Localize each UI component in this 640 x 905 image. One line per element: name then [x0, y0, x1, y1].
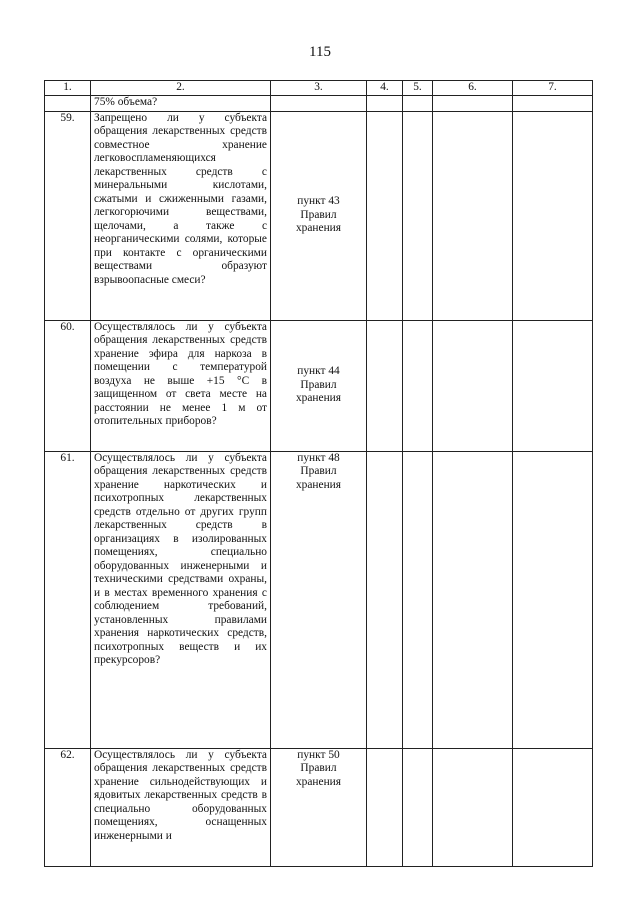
question-text: Осуществлялось ли у субъекта обращения лекарственных средств хранение сильнодействующих и ядовитых лекарственных средств в специально оборудованных помещениях, оснащенных инженерными и — [91, 748, 271, 866]
row-number: 62. — [45, 748, 91, 866]
reference-line: Правил — [300, 762, 337, 774]
checklist-table — [44, 80, 593, 867]
reference-cell — [271, 320, 367, 451]
column-header: 6. — [433, 81, 513, 96]
reference-cell — [271, 748, 367, 866]
table-row — [45, 95, 593, 111]
column-header: 1. — [45, 81, 91, 96]
reference-line: хранения — [295, 222, 342, 235]
row-number: 59. — [45, 111, 91, 320]
question-text: Осуществлялось ли у субъекта обращения лекарственных средств хранение наркотических и психотропных лекарственных средств отдельно от других групп лекарственных средств в организациях в изолированных помещениях, специально оборудованных инженерными и техническими средствами охраны, и в местах временного хранения с соблюдением требований, установленных правилами хранения наркотических средств, психотропных веществ и их прекурсоров? — [91, 451, 271, 748]
reference-line: Правил — [300, 208, 337, 221]
continuation-text: 75% объема? — [91, 95, 271, 111]
table-row — [45, 111, 593, 320]
reference-cell — [271, 111, 367, 320]
column-header: 4. — [367, 81, 403, 96]
reference-line: Правил — [300, 378, 337, 391]
reference-line: пункт 43 — [297, 195, 340, 208]
reference-line: пункт 50 — [297, 748, 340, 761]
reference-line: пункт 44 — [297, 365, 340, 378]
question-text: Осуществлялось ли у субъекта обращения лекарственных средств хранение эфира для наркоза в помещении с температурой воздуха не выше +15 °С в защищенном от света месте на расстоянии не менее 1 м от отопительных приборов? — [91, 320, 271, 451]
column-header: 3. — [271, 81, 367, 96]
column-header: 2. — [91, 81, 271, 96]
header-row — [45, 81, 593, 96]
row-number-cell — [45, 95, 91, 111]
table-row — [45, 451, 593, 748]
table-row — [45, 320, 593, 451]
column-header: 7. — [513, 81, 593, 96]
reference-line: пункт 48 — [297, 451, 340, 464]
reference-line: хранения — [295, 392, 342, 405]
page-number: 115 — [309, 44, 331, 60]
question-text: Запрещено ли у субъекта обращения лекарственных средств совместное хранение легковоспламеняющихся лекарственных средств с минеральными кислотами, сжатыми и сжиженными газами, легкогорючими веществами, щелочами, а также с неорганическими солями, которые при контакте с органическими веществами образуют взрывоопасные смеси? — [91, 111, 271, 320]
column-header: 5. — [403, 81, 433, 96]
table-row — [45, 748, 593, 866]
reference-line: хранения — [295, 478, 342, 491]
reference-line: хранения — [295, 775, 342, 788]
row-number: 60. — [45, 320, 91, 451]
reference-cell — [271, 451, 367, 748]
row-number: 61. — [45, 451, 91, 748]
reference-line: Правил — [300, 465, 337, 477]
